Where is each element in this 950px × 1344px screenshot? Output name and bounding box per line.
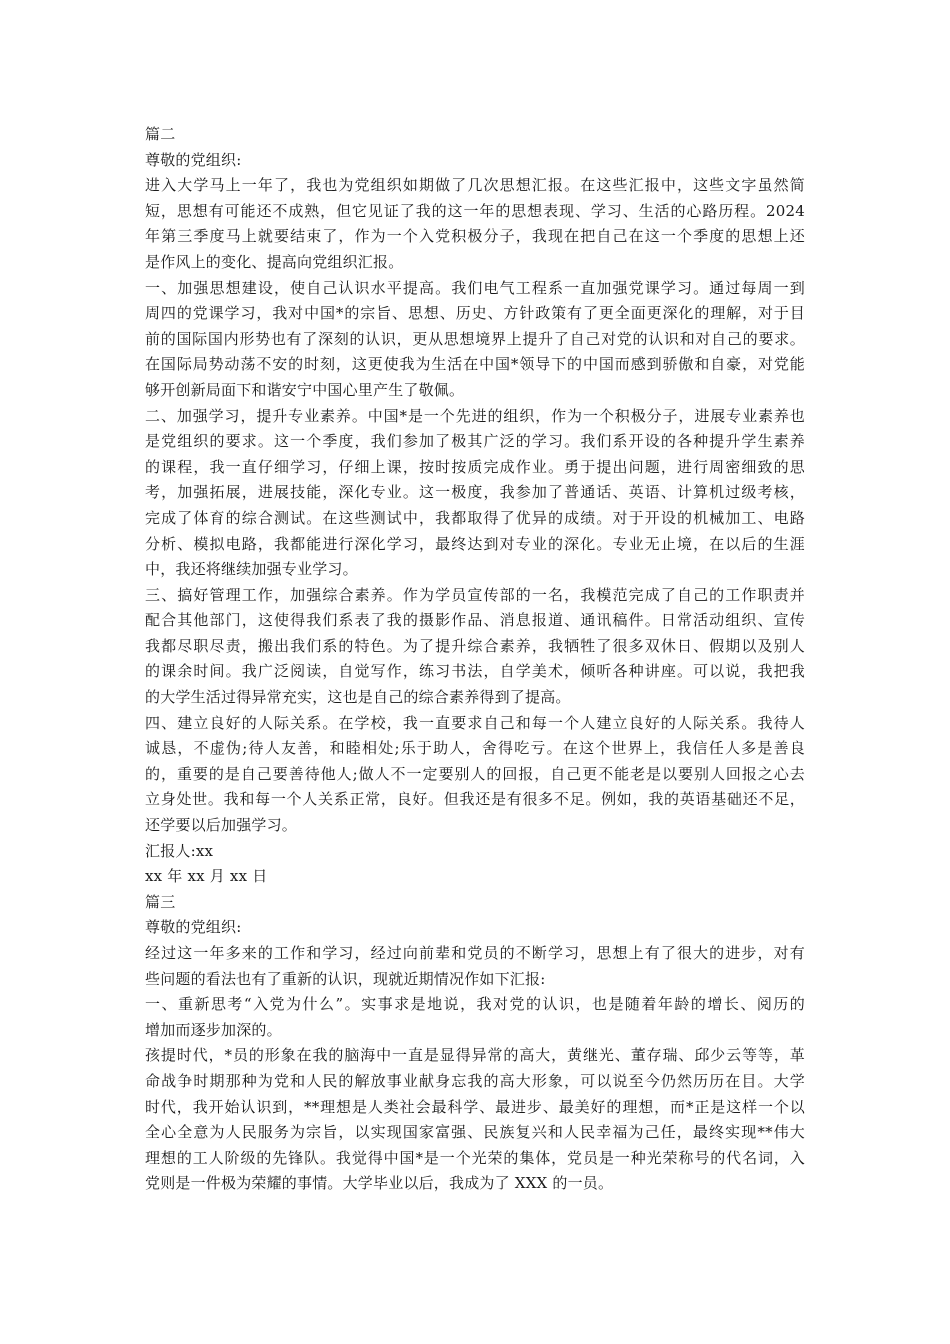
paragraph-line: 诚恳，不虚伪;待人友善，和睦相处;乐于助人，舍得吃亏。在这个世界上，我信任人多是善良 [145, 739, 805, 758]
paragraph-line: 分析、模拟电路，我都能进行深化学习，最终达到对专业的深化。专业无止境，在以后的生涯 [145, 534, 805, 553]
paragraph-line: 进入大学马上一年了，我也为党组织如期做了几次思想汇报。在这些汇报中，这些文字虽然简 [145, 176, 805, 195]
salutation: 尊敬的党组织: [145, 150, 242, 169]
paragraph-line: 理想的工人阶级的先锋队。我觉得中国*是一个光荣的集体，党员是一种光荣称号的代名词，入 [145, 1148, 805, 1167]
paragraph-line: 命战争时期那种为党和人民的解放事业献身忘我的高大形象，可以说至今仍然历历在目。大学 [145, 1071, 805, 1090]
signature: 汇报人:xx [145, 841, 214, 860]
paragraph-line: 些问题的看法也有了重新的认识，现就近期情况作如下汇报: [145, 969, 546, 988]
paragraph-line: 年第三季度马上就要结束了，作为一个入党积极分子，我现在把自己在这一个季度的思想上还 [145, 227, 805, 246]
paragraph-line: 二、加强学习，提升专业素养。中国*是一个先进的组织，作为一个积极分子，进展专业素养也 [145, 406, 805, 425]
paragraph-line: 一、加强思想建设，使自己认识水平提高。我们电气工程系一直加强党课学习。通过每周一到 [145, 278, 805, 297]
paragraph-line: 前的国际国内形势也有了深刻的认识，更从思想境界上提升了自己对党的认识和对自己的要求。 [145, 329, 805, 348]
salutation: 尊敬的党组织: [145, 918, 242, 937]
paragraph-line: 我都尽职尽责，搬出我们系的特色。为了提升综合素养，我牺牲了很多双休日、假期以及别人 [145, 636, 805, 655]
paragraph-line: 党则是一件极为荣耀的事情。大学毕业以后，我成为了 XXX 的一员。 [145, 1174, 614, 1193]
paragraph-line: 经过这一年多来的工作和学习，经过向前辈和党员的不断学习，思想上有了很大的进步，对有 [145, 944, 805, 962]
paragraph-line: 时代，我开始认识到，**理想是人类社会最科学、最进步、最美好的理想，而*正是这样一个以 [145, 1097, 805, 1116]
paragraph-line: 周四的党课学习，我对中国*的宗旨、思想、历史、方针政策有了更全面更深化的理解，对于目 [145, 304, 805, 323]
paragraph-line: 的课余时间。我广泛阅读，自觉写作，练习书法，自学美术，倾听各种讲座。可以说，我把我 [145, 662, 805, 681]
paragraph-line: 全心全意为人民服务为宗旨，以实现国家富强、民族复兴和人民幸福为己任，最终实现**伟大 [145, 1123, 805, 1142]
paragraph-line: 的课程，我一直仔细学习，仔细上课，按时按质完成作业。勇于提出问题，进行周密细致的思 [145, 457, 805, 476]
paragraph-line: 中，我还将继续加强专业学习。 [145, 560, 358, 579]
paragraph-line: 完成了体育的综合测试。在这些测试中，我都取得了优异的成绩。对于开设的机械加工、电路 [145, 508, 805, 527]
report-date: xx 年 xx 月 xx 日 [145, 867, 268, 886]
paragraph-line: 短，思想有可能还不成熟，但它见证了我的这一年的思想表现、学习、生活的心路历程。2024 [145, 201, 805, 220]
section-heading: 篇二 [145, 125, 176, 143]
paragraph-line: 是党组织的要求。这一个季度，我们参加了极其广泛的学习。我们系开设的各种提升学生素养 [145, 432, 805, 451]
paragraph-line: 考，加强拓展，进展技能，深化专业。这一极度，我参加了普通话、英语、计算机过级考核， [145, 483, 805, 502]
paragraph-line: 还学要以后加强学习。 [145, 816, 298, 835]
document-page [145, 122, 805, 1197]
paragraph-line: 立身处世。我和每一个人关系正常，良好。但我还是有很多不足。例如，我的英语基础还不足， [145, 790, 805, 809]
paragraph-line: 孩提时代，*员的形象在我的脑海中一直是显得异常的高大，黄继光、董存瑞、邱少云等等，革 [145, 1046, 805, 1065]
paragraph-line: 是作风上的变化、提高向党组织汇报。 [145, 252, 404, 271]
paragraph-line: 三、搞好管理工作，加强综合素养。作为学员宣传部的一名，我模范完成了自己的工作职责并 [145, 585, 805, 604]
paragraph-line: 在国际局势动荡不安的时刻，这更使我为生活在中国*领导下的中国而感到骄傲和自豪，对党能 [145, 355, 805, 374]
paragraph-line: 一、重新思考“入党为什么”。实事求是地说，我对党的认识，也是随着年龄的增长、阅历的 [145, 995, 805, 1014]
paragraph-line: 够开创新局面下和谐安宁中国心里产生了敬佩。 [145, 380, 465, 399]
paragraph-line: 的大学生活过得异常充实，这也是自己的综合素养得到了提高。 [145, 688, 571, 707]
paragraph-line: 配合其他部门，这使得我们系表了我的摄影作品、消息报道、通讯稿件。日常活动组织、宣传 [145, 611, 805, 630]
paragraph-line: 四、建立良好的人际关系。在学校，我一直要求自己和每一个人建立良好的人际关系。我待人 [145, 713, 805, 732]
paragraph-line: 增加而逐步加深的。 [145, 1020, 282, 1039]
section-heading: 篇三 [145, 892, 176, 911]
paragraph-line: 的，重要的是自己要善待他人;做人不一定要别人的回报，自己更不能老是以要别人回报之心去 [145, 764, 805, 783]
